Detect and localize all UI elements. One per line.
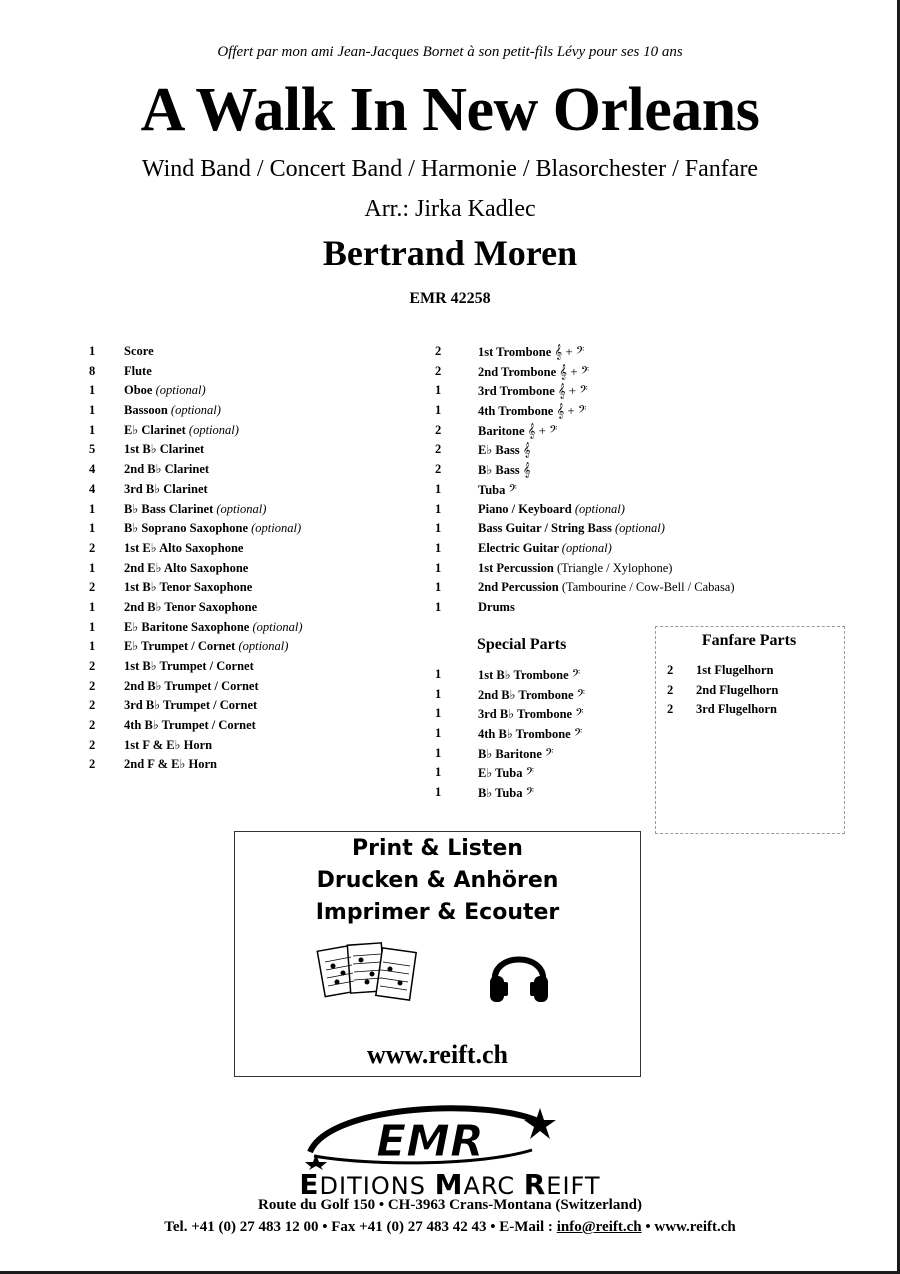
- optional-note: (optional): [188, 422, 239, 437]
- part-row: [435, 401, 835, 421]
- part-name: 2nd B♭ Trombone: [478, 687, 574, 702]
- part-row: [89, 539, 429, 559]
- part-row: [89, 440, 429, 460]
- part-row: [435, 460, 835, 480]
- fanfare-parts-heading: Fanfare Parts: [701, 632, 797, 649]
- part-quantity: 1: [435, 706, 442, 721]
- part-name-cell: [478, 598, 515, 618]
- part-name: 4th B♭ Trumpet / Cornet: [124, 718, 256, 733]
- part-quantity: 1: [435, 383, 442, 398]
- part-row: [89, 657, 429, 677]
- part-quantity: 1: [435, 501, 442, 516]
- part-name-cell: [478, 744, 553, 765]
- part-name: E♭ Baritone Saxophone: [124, 619, 250, 634]
- part-name: B♭ Bass Clarinet: [124, 501, 214, 516]
- clef-symbol: 𝄞 + 𝄢: [554, 344, 585, 359]
- part-quantity: 2: [435, 462, 442, 477]
- part-row: [89, 362, 429, 382]
- clef-symbol: 𝄢: [576, 686, 585, 702]
- part-name-cell: [478, 421, 558, 442]
- part-row: [435, 362, 835, 382]
- part-quantity: 2: [667, 682, 674, 697]
- part-name-cell: [124, 677, 259, 697]
- part-name: B♭ Tuba: [478, 786, 523, 801]
- part-quantity: 2: [435, 363, 442, 378]
- fanfare-parts-box: [655, 626, 845, 834]
- part-quantity: 2: [89, 718, 96, 733]
- part-name: 1st F & E♭ Horn: [124, 737, 213, 752]
- optional-note: (optional): [251, 521, 302, 536]
- special-parts-heading: Special Parts: [477, 636, 567, 653]
- part-name-cell: [124, 519, 301, 539]
- arranger: Arr.: Jirka Kadlec: [364, 196, 536, 222]
- optional-note: (optional): [216, 501, 267, 516]
- part-name: 2nd B♭ Trumpet / Cornet: [124, 678, 259, 693]
- promo-website: www.reift.ch: [366, 1040, 509, 1069]
- part-name: 1st Percussion: [478, 560, 554, 575]
- part-name: Baritone: [478, 423, 525, 438]
- part-name: 2nd Percussion: [478, 580, 559, 595]
- part-name: 3rd B♭ Clarinet: [124, 481, 208, 496]
- part-name: Score: [124, 344, 154, 358]
- part-quantity: 1: [435, 765, 442, 780]
- part-row: [435, 744, 655, 764]
- part-quantity: 1: [89, 344, 96, 358]
- part-name: 1st B♭ Trumpet / Cornet: [124, 659, 254, 673]
- part-row: [435, 440, 835, 460]
- publisher-contact: Tel. +41 (0) 27 483 12 00 • Fax +41 (0) 27 483 42 43 • E-Mail : info@reift.ch • www.reift.ch: [164, 1219, 736, 1235]
- part-name-cell: [478, 724, 582, 745]
- part-name: 2nd E♭ Alto Saxophone: [124, 560, 249, 575]
- fanfare-parts-list: [667, 661, 837, 720]
- catalog-number: EMR 42258: [409, 290, 491, 307]
- clef-symbol: 𝄢: [575, 706, 584, 722]
- part-quantity: 2: [435, 344, 442, 358]
- part-name-cell: [124, 578, 252, 598]
- part-quantity: 2: [89, 737, 96, 752]
- part-quantity: 8: [89, 363, 96, 378]
- part-name-cell: [124, 716, 256, 736]
- part-row: [89, 421, 429, 441]
- part-name: Oboe: [124, 383, 153, 398]
- part-row: [89, 598, 429, 618]
- part-name-cell: [124, 736, 212, 756]
- optional-note: (optional): [614, 521, 665, 536]
- clef-symbol: 𝄢: [525, 785, 534, 801]
- part-name: 1st Trombone: [478, 345, 552, 359]
- part-name-cell: [478, 559, 672, 579]
- part-quantity: 4: [89, 481, 96, 496]
- part-row: [89, 696, 429, 716]
- optional-note: (optional): [574, 501, 625, 516]
- part-row: [89, 381, 429, 401]
- part-name: 3rd B♭ Trombone: [478, 707, 573, 722]
- optional-note: (optional): [252, 619, 303, 634]
- part-quantity: 1: [89, 501, 96, 516]
- part-row: [89, 716, 429, 736]
- clef-symbol: 𝄢: [573, 726, 583, 742]
- part-name-cell: [124, 539, 243, 559]
- dedication: Offert par mon ami Jean-Jacques Bornet à son petit-fils Lévy pour ses 10 ans: [217, 44, 683, 60]
- part-row: [89, 755, 429, 775]
- part-name-cell: [124, 362, 152, 382]
- part-quantity: 4: [89, 462, 96, 477]
- optional-note: (optional): [170, 403, 221, 418]
- part-name-cell: [478, 783, 534, 804]
- part-name: B♭ Bass: [478, 463, 520, 478]
- page-title: A Walk In New Orleans: [140, 76, 760, 144]
- part-row: [89, 460, 429, 480]
- part-quantity: 2: [89, 678, 96, 693]
- part-quantity: 1: [435, 667, 442, 681]
- part-row: [89, 637, 429, 657]
- part-name-cell: [124, 637, 288, 657]
- part-row: [89, 578, 429, 598]
- clef-symbol: 𝄢: [545, 745, 554, 761]
- part-quantity: 1: [435, 785, 442, 800]
- part-quantity: 2: [667, 702, 674, 717]
- emr-logo-text: EMR: [376, 1116, 484, 1167]
- part-name-cell: [478, 440, 531, 461]
- ensemble-subtitle: Wind Band / Concert Band / Harmonie / Blasorchester / Fanfare: [141, 156, 759, 182]
- part-name: E♭ Clarinet: [124, 422, 186, 437]
- part-row: [435, 559, 835, 579]
- part-name: 1st B♭ Tenor Saxophone: [124, 580, 253, 595]
- part-quantity: 2: [89, 757, 96, 772]
- part-name-cell: [124, 342, 154, 362]
- part-name: 1st E♭ Alto Saxophone: [124, 540, 244, 555]
- parts-list-left: [89, 342, 429, 775]
- clef-symbol: 𝄞 + 𝄢: [556, 403, 587, 419]
- part-row: [89, 342, 429, 362]
- part-quantity: 2: [435, 422, 442, 437]
- part-row: [89, 480, 429, 500]
- part-name-cell: [478, 519, 665, 539]
- promo-line-english: Print & Listen: [352, 836, 523, 861]
- part-detail: (Tambourine / Cow-Bell / Cabasa): [561, 580, 735, 595]
- part-quantity: 2: [89, 698, 96, 713]
- optional-note: (optional): [238, 639, 289, 654]
- part-name-cell: [696, 700, 777, 720]
- part-quantity: 1: [435, 521, 442, 536]
- part-name-cell: [478, 401, 586, 422]
- headphones-icon: [487, 938, 551, 1008]
- optional-note: (optional): [155, 383, 206, 398]
- part-name: Drums: [478, 599, 515, 614]
- part-row: [435, 500, 835, 520]
- clef-symbol: 𝄢: [571, 667, 581, 682]
- part-quantity: 2: [435, 442, 442, 457]
- part-quantity: 1: [435, 599, 442, 614]
- part-name-cell: [478, 763, 534, 784]
- part-name-cell: [478, 381, 588, 402]
- composer: Bertrand Moren: [322, 233, 578, 273]
- part-name: Bassoon: [124, 403, 168, 418]
- part-row: [667, 661, 837, 681]
- part-quantity: 1: [435, 745, 442, 760]
- optional-note: (optional): [561, 540, 612, 555]
- part-quantity: 1: [89, 383, 96, 398]
- clef-symbol: 𝄢: [508, 481, 517, 497]
- part-quantity: 5: [89, 442, 96, 457]
- part-quantity: 1: [89, 619, 96, 634]
- part-name-cell: [478, 578, 735, 598]
- part-quantity: 1: [89, 403, 96, 418]
- part-row: [435, 685, 655, 705]
- part-name-cell: [124, 598, 257, 618]
- emr-logo: [300, 1100, 560, 1170]
- part-row: [89, 677, 429, 697]
- part-quantity: 1: [89, 639, 96, 654]
- part-name: 2nd B♭ Tenor Saxophone: [124, 599, 258, 614]
- part-row: [435, 598, 835, 618]
- part-name: 1st Flugelhorn: [696, 663, 774, 677]
- part-row: [89, 500, 429, 520]
- part-name-cell: [696, 661, 773, 681]
- part-name-cell: [478, 500, 625, 520]
- part-name: Bass Guitar / String Bass: [478, 521, 612, 536]
- part-name: Tuba: [478, 482, 506, 497]
- part-name-cell: [478, 704, 584, 725]
- part-quantity: 2: [89, 540, 96, 555]
- part-name: Flute: [124, 363, 152, 378]
- part-name: E♭ Trumpet / Cornet: [124, 639, 236, 654]
- part-quantity: 2: [89, 580, 96, 595]
- publisher-name: EDITIONS MARC REIFT: [299, 1168, 601, 1201]
- part-name: 4th B♭ Trombone: [478, 727, 571, 742]
- part-quantity: 1: [435, 540, 442, 555]
- part-name-cell: [478, 480, 517, 501]
- clef-symbol: 𝄞 + 𝄢: [557, 383, 588, 399]
- part-name-cell: [124, 559, 248, 579]
- part-row: [89, 519, 429, 539]
- part-name-cell: [124, 480, 208, 500]
- part-quantity: 1: [435, 403, 442, 418]
- part-row: [435, 421, 835, 441]
- part-name: 3rd Flugelhorn: [696, 702, 777, 717]
- publisher-address: Route du Golf 150 • CH-3963 Crans-Montana (Switzerland): [258, 1197, 642, 1213]
- parts-list-right: [435, 342, 835, 618]
- part-name-cell: [124, 657, 254, 677]
- part-quantity: 2: [89, 659, 96, 673]
- print-listen-box: [234, 831, 641, 1077]
- special-parts-list: [435, 665, 655, 803]
- part-name-cell: [124, 696, 257, 716]
- part-row: [435, 763, 655, 783]
- part-row: [435, 578, 835, 598]
- part-name-cell: [696, 681, 778, 701]
- part-name: E♭ Bass: [478, 443, 520, 458]
- part-name: B♭ Baritone: [478, 746, 542, 761]
- part-quantity: 1: [435, 560, 442, 575]
- clef-symbol: 𝄞: [522, 442, 531, 458]
- part-row: [435, 480, 835, 500]
- part-name-cell: [124, 460, 209, 480]
- part-name-cell: [124, 440, 204, 460]
- part-row: [667, 681, 837, 701]
- part-row: [435, 665, 655, 685]
- part-row: [435, 519, 835, 539]
- part-name: 3rd B♭ Trumpet / Cornet: [124, 698, 258, 713]
- promo-line-german: Drucken & Anhören: [316, 868, 559, 893]
- part-row: [435, 704, 655, 724]
- part-name: 3rd Trombone: [478, 384, 555, 399]
- part-name-cell: [478, 665, 580, 686]
- part-row: [435, 342, 835, 362]
- sheet-music-icon: [315, 936, 425, 1008]
- part-quantity: 1: [89, 599, 96, 614]
- clef-symbol: 𝄢: [525, 765, 534, 781]
- part-name-cell: [478, 460, 531, 481]
- part-name-cell: [124, 618, 303, 638]
- part-name: 2nd Trombone: [478, 364, 557, 379]
- part-name-cell: [478, 539, 612, 559]
- part-name-cell: [124, 500, 266, 520]
- part-name: 4th Trombone: [478, 404, 554, 419]
- part-name: 2nd F & E♭ Horn: [124, 757, 217, 772]
- part-quantity: 1: [435, 481, 442, 496]
- promo-line-french: Imprimer & Ecouter: [315, 900, 560, 925]
- part-row: [667, 700, 837, 720]
- part-quantity: 1: [89, 560, 96, 575]
- part-row: [435, 724, 655, 744]
- clef-symbol: 𝄞 + 𝄢: [559, 363, 590, 379]
- part-name: E♭ Tuba: [478, 766, 523, 781]
- part-quantity: 1: [435, 580, 442, 595]
- part-name: 2nd B♭ Clarinet: [124, 462, 210, 477]
- part-row: [89, 618, 429, 638]
- part-row: [89, 559, 429, 579]
- part-name-cell: [478, 685, 585, 706]
- part-quantity: 1: [435, 686, 442, 701]
- clef-symbol: 𝄞: [522, 462, 531, 478]
- part-detail: (Triangle / Xylophone): [556, 560, 673, 575]
- part-name-cell: [478, 362, 589, 383]
- clef-symbol: 𝄞 + 𝄢: [527, 422, 558, 438]
- part-name: B♭ Soprano Saxophone: [124, 521, 248, 536]
- part-name: 1st B♭ Trombone: [478, 668, 569, 682]
- part-name: 2nd Flugelhorn: [696, 682, 779, 697]
- part-row: [435, 539, 835, 559]
- part-row: [435, 381, 835, 401]
- part-name-cell: [124, 401, 221, 421]
- part-quantity: 1: [435, 726, 442, 741]
- part-name-cell: [478, 342, 584, 363]
- email-link[interactable]: info@reift.ch: [556, 1219, 642, 1235]
- part-name: Piano / Keyboard: [478, 501, 572, 516]
- part-name-cell: [124, 755, 217, 775]
- part-quantity: 2: [667, 663, 674, 677]
- part-name-cell: [124, 381, 206, 401]
- part-row: [89, 736, 429, 756]
- part-name: 1st B♭ Clarinet: [124, 442, 205, 457]
- part-quantity: 1: [89, 521, 96, 536]
- part-row: [89, 401, 429, 421]
- part-quantity: 1: [89, 422, 96, 437]
- part-row: [435, 783, 655, 803]
- part-name: Electric Guitar: [478, 540, 559, 555]
- part-name-cell: [124, 421, 239, 441]
